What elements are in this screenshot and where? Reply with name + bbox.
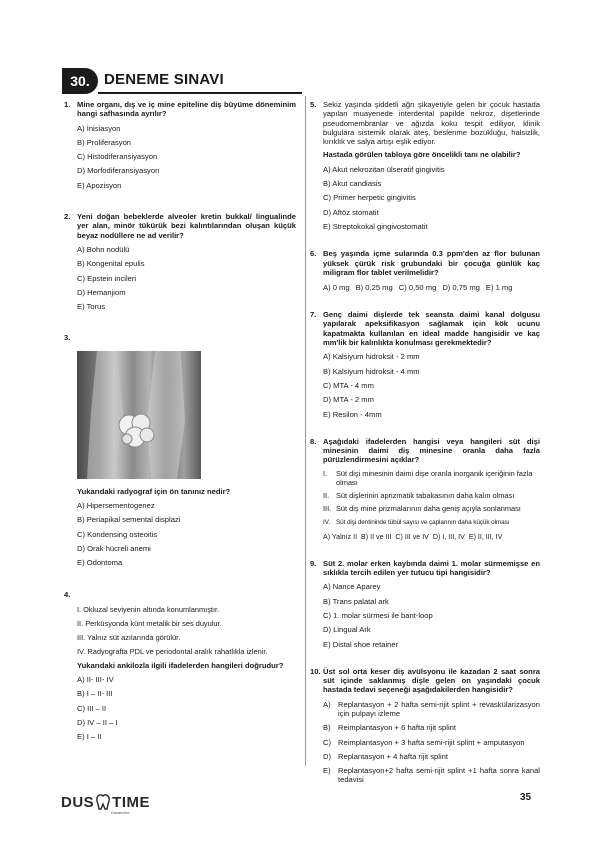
- option-c[interactable]: C) III – II: [77, 703, 107, 713]
- option-b[interactable]: B) II ve III: [361, 532, 392, 541]
- statement-3: III. Yalnız süt azılarında görülür.: [77, 633, 181, 643]
- option-c[interactable]: C) Reimplantasyon + 3 hafta semi-rijit splint + amputasyon: [323, 737, 525, 747]
- statement-4: IV. Süt dişi dentininde tübül sayısı ve çaplarının daha küçük olması: [323, 518, 510, 526]
- question-number: 8.: [310, 436, 317, 446]
- question-number: 4.: [64, 589, 71, 599]
- option-b[interactable]: B) Reimplantasyon + 6 hafta rijit splint: [323, 723, 456, 733]
- question-stem: Sekiz yaşında şiddetli ağrı şikayetiyle gelen bir çocuk hastada yapılan muayenede interdental papilde nekroz, dişetlerinde pseudomembranlar ve ağızda koku tespit ediliyor, klinik bulgulara sistemik olarak ateş, beslenme bozukluğu, halsizlik, kırıklık ve salya artışı eşlik ediyor.: [323, 100, 540, 147]
- statement-1: I. Süt dişi minesinin daimi dişe oranla inorganik içeriğinin fazla olması: [323, 468, 533, 487]
- option-e[interactable]: E) Replantasyon+2 hafta semi-rijit splint +1 hafta sonra kanal tedavisi: [323, 766, 540, 785]
- option-d[interactable]: D) Aftöz stomatit: [323, 207, 379, 217]
- question-text: Süt 2. molar erken kaybında daimi 1. molar sürmemişse en sıklıkla tercih edilen yer tutucu tipi hangisidir?: [323, 558, 540, 578]
- option-d[interactable]: D) 0,75 mg: [442, 283, 480, 293]
- question-number: 1.: [64, 100, 71, 109]
- statement-2: II. Süt dişlerinin aprizmatik tabakasının daha kalın olması: [323, 491, 515, 501]
- option-b[interactable]: B) Kalsiyum hidroksit - 4 mm: [323, 366, 420, 376]
- question-text: Yukarıdaki ankilozla ilgili ifadelerden hangileri doğrudur?: [77, 660, 284, 670]
- question-number: 5.: [310, 100, 317, 109]
- question-text: Aşağıdaki ifadelerden hangisi veya hangileri süt dişi minesinin daimi diş minesine oranla daha fazla pürüzlendirmesini açıklar?: [323, 436, 540, 465]
- option-d[interactable]: D) Lingual Ark: [323, 625, 371, 635]
- question-number: 9.: [310, 558, 317, 568]
- question-3: [64, 333, 296, 567]
- option-d[interactable]: D) MTA - 2 mm: [323, 395, 374, 405]
- question-5: [310, 100, 540, 231]
- question-text: Üst sol orta keser diş avülsyonu ile kazadan 2 saat sonra süt içinde saklanmış dişle gelen on yaşındaki çocuk hastada tedavi seçeneği aşağıdakilerden hangisidir?: [323, 666, 540, 695]
- question-6: [310, 249, 540, 292]
- option-e[interactable]: E) Resilon - 4mm: [323, 409, 382, 419]
- option-c[interactable]: C) 0,50 mg: [398, 283, 437, 293]
- option-e[interactable]: E) 1 mg: [485, 283, 513, 293]
- option-a[interactable]: A) 0 mg: [323, 283, 350, 293]
- question-8: [310, 437, 540, 541]
- question-text: Genç daimi dişlerde tek seansta daimi kanal dolgusu yapılarak apeksifikasyon sağlamak için kök ucunu kapatmakta kullanılan en ideal madde hangisidir ve kaç mm'lik bir kalınlıkta konulması gerekmektedir?: [323, 310, 540, 348]
- option-c[interactable]: C) Histodiferansiyasyon: [77, 152, 158, 162]
- question-text: Yukarıdaki radyograf için ön tanınız nedir?: [77, 486, 231, 496]
- option-e[interactable]: E) Apozisyon: [77, 180, 122, 190]
- column-divider: [305, 96, 306, 766]
- question-text: Beş yaşında içme sularında 0.3 ppm'den az flor bulunan yüksek çürük risk grubundaki bir çocuğa günlük kaç miligram flor tablet verilmelidir?: [323, 249, 540, 277]
- dustime-logo: DUS TIME Kazandırır...: [61, 793, 151, 815]
- option-e[interactable]: E) Torus: [77, 302, 106, 312]
- page-number: 35: [520, 792, 532, 803]
- radiograph-image: [77, 351, 201, 479]
- option-a[interactable]: A) Replantasyon + 2 hafta semi-rijit splint + revaskülarizasyon için pulpayı izleme: [323, 699, 540, 718]
- option-a[interactable]: A) İnisiasyon: [77, 123, 121, 133]
- statement-2: II. Perküsyonda künt metalik bir ses duyulur.: [77, 619, 222, 629]
- option-b[interactable]: B) Proliferasyon: [77, 137, 132, 147]
- question-4: [64, 590, 296, 742]
- option-a[interactable]: A) Yalnız II: [323, 532, 358, 541]
- option-d[interactable]: D) Replantasyon + 4 hafta rijit splint: [323, 751, 448, 761]
- question-text: Hastada görülen tabloya göre öncelikli tanı ne olabilir?: [323, 150, 521, 160]
- option-c[interactable]: C) MTA - 4 mm: [323, 380, 374, 390]
- question-text: Yeni doğan bebeklerde alveoler kretin bukkal/ lingualinde yer alan, minör tükürük bezi kalıntılarından oluşan küçük beyaz nodüllere ne ad verilir?: [77, 212, 296, 240]
- option-b[interactable]: B) I – II- III: [77, 689, 113, 699]
- option-e[interactable]: E) Odontoma: [77, 558, 123, 568]
- option-b[interactable]: B) Kongenital epulis: [77, 259, 145, 269]
- question-7: [310, 310, 540, 419]
- statement-1: I. Okluzal seviyenin altında konumlanmıştır.: [77, 604, 220, 614]
- option-c[interactable]: C) Kondensing osteoitis: [77, 529, 158, 539]
- option-b[interactable]: B) Trans palatal ark: [323, 596, 389, 606]
- question-number: 2.: [64, 212, 71, 222]
- exam-title: DENEME SINAVI: [104, 71, 224, 88]
- question-1: [64, 100, 296, 190]
- option-e[interactable]: E) Streptokokal gingivostomatit: [323, 221, 428, 231]
- header-rule: [98, 92, 302, 94]
- option-c[interactable]: C) Epstein incileri: [77, 273, 137, 283]
- option-a[interactable]: A) II- III- IV: [77, 674, 114, 684]
- option-b[interactable]: B) 0,25 mg: [355, 283, 393, 293]
- option-a[interactable]: A) Kalsiyum hidroksit - 2 mm: [323, 352, 420, 362]
- question-number: 7.: [310, 310, 317, 320]
- option-b[interactable]: B) Akut candiasis: [323, 179, 382, 189]
- option-d[interactable]: D) Morfodiferansiyasyon: [77, 166, 160, 176]
- statement-4: IV. Radyografta PDL ve periodontal aralık rahatlıkla izlenir.: [77, 647, 268, 657]
- option-d[interactable]: D) I, III, IV: [432, 532, 465, 541]
- exam-number-badge: 30.: [62, 68, 98, 94]
- option-e[interactable]: E) I – II: [77, 732, 102, 742]
- option-d[interactable]: D) Hemanjiom: [77, 287, 126, 297]
- option-b[interactable]: B) Periapikal semental displazi: [77, 515, 181, 525]
- tooth-icon: [96, 794, 110, 810]
- question-2: [64, 212, 296, 311]
- option-a[interactable]: A) Bohn nodülü: [77, 244, 130, 254]
- question-number: 3.: [64, 333, 71, 343]
- page-header: [62, 68, 300, 94]
- right-column: [310, 100, 540, 785]
- option-d[interactable]: D) IV – II – I: [77, 717, 118, 727]
- option-a[interactable]: A) Nance Aparey: [323, 582, 381, 592]
- question-text: Mine organı, dış ve iç mine epiteline diş büyüme döneminim hangi safhasında ayrılır?: [77, 100, 296, 119]
- option-d[interactable]: D) Orak hücreli anemi: [77, 543, 151, 553]
- option-c[interactable]: C) 1. molar sürmesi ile bant-loop: [323, 610, 433, 620]
- option-c[interactable]: C) III ve IV: [395, 532, 429, 541]
- question-10: [310, 667, 540, 785]
- question-number: 10.: [310, 666, 321, 676]
- option-e[interactable]: E) Distal shoe retainer: [323, 639, 399, 649]
- statement-3: III. Süt diş mine prizmalarının daha geniş açıyla sonlanması: [323, 504, 521, 514]
- left-column: [64, 100, 296, 763]
- option-e[interactable]: E) II, III, IV: [468, 532, 503, 541]
- question-number: 6.: [310, 249, 317, 259]
- option-a[interactable]: A) Akut nekrozitan ülseratif gingivitis: [323, 164, 445, 174]
- option-c[interactable]: C) Primer herpetic gingivitis: [323, 193, 416, 203]
- question-9: [310, 559, 540, 649]
- option-a[interactable]: A) Hipersementogenez: [77, 501, 155, 511]
